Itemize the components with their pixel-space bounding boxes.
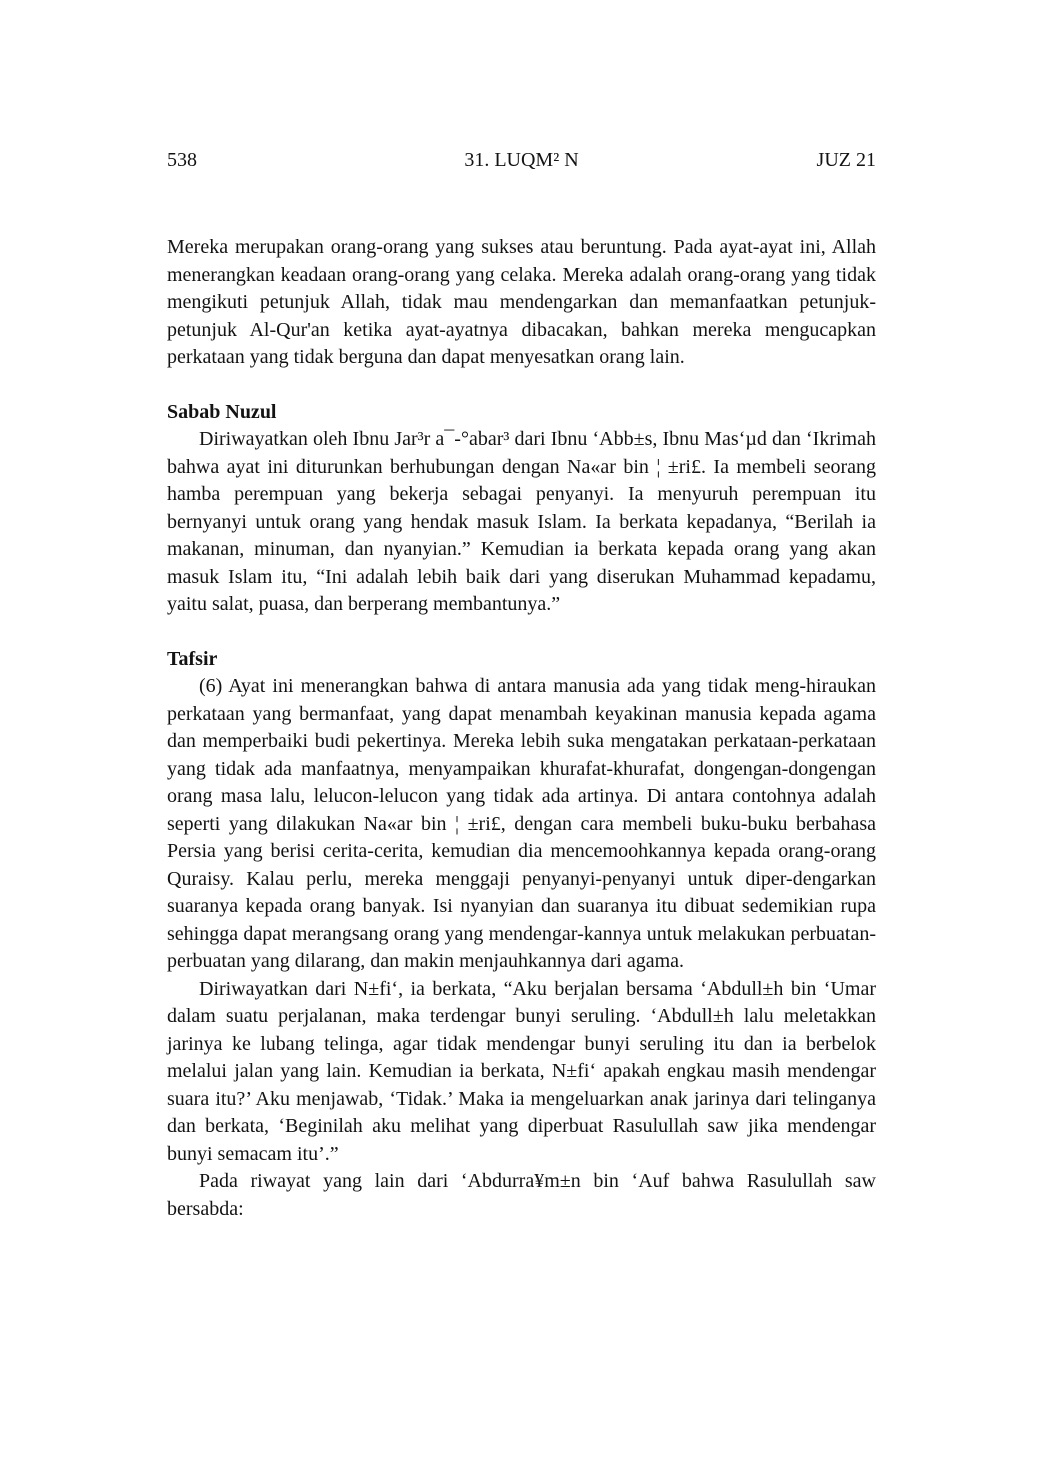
page-body bbox=[167, 234, 876, 1223]
paragraph-tafsir-1: (6) Ayat ini menerangkan bahwa di antara manusia ada yang tidak meng-hiraukan perkataan yang bermanfaat, yang dapat menambah keyakinan manusia kepada agama dan memperbaiki budi pekertinya. Mereka lebih suka mengatakan perkataan-perkataan yang tidak ada manfaatnya, menyampaikan khurafat-khurafat, dongengan-dongengan orang masa lalu, lelucon-lelucon yang tidak ada artinya. Di antara contohnya adalah seperti yang dilakukan Na«ar bin ¦ ±ri£, dengan cara membeli buku-buku berbahasa Persia yang berisi cerita-cerita, kemudian dia mencemoohkannya kepada orang-orang Quraisy. Kalau perlu, mereka menggaji penyanyi-penyanyi untuk diper-dengarkan suaranya kepada orang banyak. Isi nyanyian dan suaranya itu dibuat sedemikian rupa sehingga dapat merangsang orang yang mendengar-kannya untuk melakukan perbuatan-perbuatan yang dilarang, dan makin menjauhkannya dari agama. bbox=[167, 675, 876, 972]
section-heading-tafsir: Tafsir bbox=[167, 647, 218, 670]
page-header bbox=[167, 148, 876, 172]
paragraph-tafsir-3: Pada riwayat yang lain dari ‘Abdurra¥m±n bin ‘Auf bahwa Rasulullah saw bersabda: bbox=[167, 1170, 876, 1220]
section-heading-sabab-nuzul: Sabab Nuzul bbox=[167, 400, 277, 423]
paragraph-tafsir-2: Diriwayatkan dari N±fi‘, ia berkata, “Aku berjalan bersama ‘Abdull±h bin ‘Umar dalam suatu perjalanan, maka terdengar bunyi seruling. ‘Abdull±h lalu meletakkan jarinya ke lubang telinga, agar tidak mendengar bunyi seruling itu dan ia berbelok melalui jalan yang lain. Kemudian ia berkata, N±fi‘ apakah engkau masih mendengar suara itu?’ Aku menjawab, ‘Tidak.’ Maka ia mengeluarkan anak jarinya dari telinganya dan berkata, ‘Beginilah aku melihat yang diperbuat Rasulullah saw jika mendengar bunyi semacam itu’.” bbox=[167, 977, 876, 1165]
chapter-title: 31. LUQM² N bbox=[464, 149, 579, 171]
page-number: 538 bbox=[167, 149, 197, 171]
paragraph-intro: Mereka merupakan orang-orang yang sukses atau beruntung. Pada ayat-ayat ini, Allah menerangkan keadaan orang-orang yang celaka. Mereka adalah orang-orang yang tidak mengikuti petunjuk Allah, tidak mau mendengarkan dan memanfaatkan petunjuk-petunjuk Al-Qur'an ketika ayat-ayatnya dibacakan, bahkan mereka mengucapkan perkataan yang tidak berguna dan dapat menyesatkan orang lain. bbox=[167, 236, 876, 368]
juz-label: JUZ 21 bbox=[816, 149, 876, 171]
paragraph-sabab-nuzul: Diriwayatkan oleh Ibnu Jar³r a¯-°abar³ dari Ibnu ‘Abb±s, Ibnu Mas‘µd dan ‘Ikrimah bahwa ayat ini diturunkan berhubungan dengan Na«ar bin ¦ ±ri£. Ia membeli seorang hamba perempuan yang bekerja sebagai penyanyi. Ia menyuruh perempuan itu bernyanyi untuk orang yang hendak masuk Islam. Ia berkata kepadanya, “Berilah ia makanan, minuman, dan nyanyian.” Kemudian ia berkata kepada orang yang akan masuk Islam itu, “Ini adalah lebih baik dari yang diserukan Muhammad kepadamu, yaitu salat, puasa, dan berperang membantunya.” bbox=[167, 428, 876, 615]
